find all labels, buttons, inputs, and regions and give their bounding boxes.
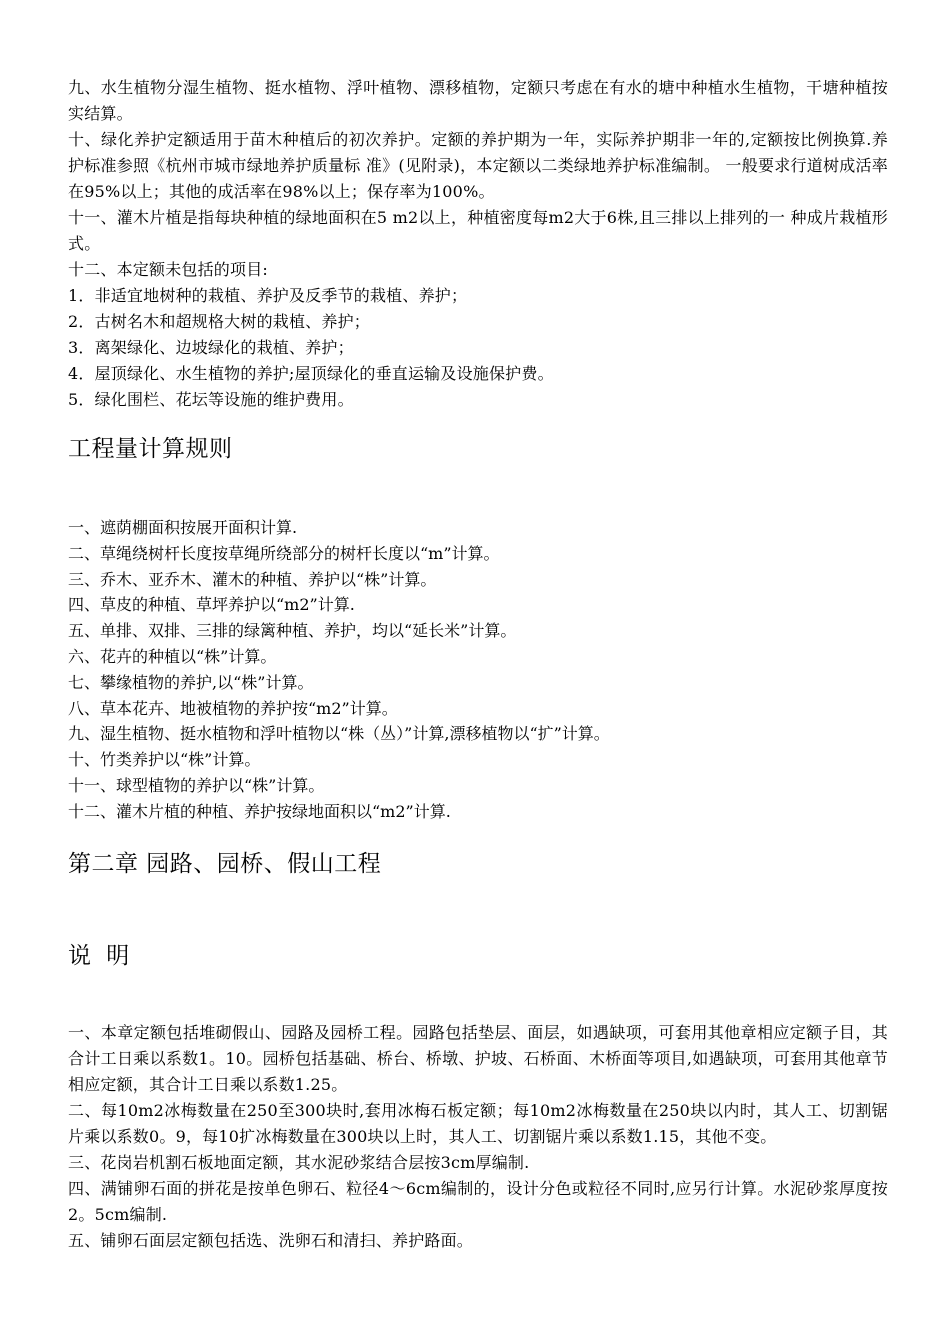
rule-item: 七、攀缘植物的养护,以“株”计算。 xyxy=(68,672,314,692)
chapter-note-3: 三、花岗岩机割石板地面定额，其水泥砂浆结合层按3cm厚编制. xyxy=(68,1153,530,1172)
quantity-rules-list xyxy=(68,515,888,825)
rule-item: 八、草本花卉、地被植物的养护按“m2”计算。 xyxy=(68,698,398,718)
note-10: 十、绿化养护定额适用于苗木种植后的初次养护。定额的养护期为一年，实际养护期非一年的,定额按比例换算.养护标准参照《杭州市城市绿地养护质量标 准》(见附录)，本定额以二类绿地养护标准编制。 一般要求行道树成活率在95%以上；其他的成活率在98%以上；保存率为100%。 xyxy=(68,130,888,201)
chapter-note-5: 五、铺卵石面层定额包括选、洗卵石和清扫、养护路面。 xyxy=(68,1231,474,1250)
chapter-heading: 第二章 园路、园桥、假山工程 xyxy=(68,851,382,877)
chapter-note-4: 四、满铺卵石面的拼花是按单色卵石、粒径4～6cm编制的，设计分色或粒径不同时,应另行计算。水泥砂浆厚度按2。5cm编制. xyxy=(68,1179,888,1224)
rule-item: 四、草皮的种植、草坪养护以“m2”计算. xyxy=(68,595,355,615)
rule-item: 六、花卉的种植以“株”计算。 xyxy=(68,646,277,666)
note-12-heading: 十二、本定额未包括的项目: xyxy=(68,260,268,279)
chapter-note-2: 二、每10m2冰梅数量在250至300块时,套用冰梅石板定额；每10m2冰梅数量在250块以内时，其人工、切割锯片乘以系数0。9，每10扩冰梅数量在300块以上时，其人工、切割锯片乘以系数1.15，其他不变。 xyxy=(68,1101,888,1146)
section-heading-notes: 说 明 xyxy=(68,943,134,969)
note-12-item: 1．非适宜地树种的栽植、养护及反季节的栽植、养护； xyxy=(68,286,468,305)
rule-item: 五、单排、双排、三排的绿篱种植、养护，均以“延长米”计算。 xyxy=(68,621,517,641)
note-12-item: 4．屋顶绿化、水生植物的养护;屋顶绿化的垂直运输及设施保护费。 xyxy=(68,364,554,383)
chapter-note-1: 一、本章定额包括堆砌假山、园路及园桥工程。园路包括垫层、面层，如遇缺项，可套用其他章相应定额子目，其合计工日乘以系数1。10。园桥包括基础、桥台、桥墩、护坡、石桥面、木桥面等项目,如遇缺项，可套用其他章节相应定额，其合计工日乘以系数1.25。 xyxy=(68,1023,888,1094)
rule-item: 二、草绳绕树杆长度按草绳所绕部分的树杆长度以“m”计算。 xyxy=(68,543,500,563)
rule-item: 九、湿生植物、挺水植物和浮叶植物以“株（丛）”计算,漂移植物以“扩”计算。 xyxy=(68,724,610,744)
note-12-item: 5．绿化围栏、花坛等设施的维护费用。 xyxy=(68,390,354,409)
note-11: 十一、灌木片植是指每块种植的绿地面积在5 m2以上，种植密度每m2大于6株,且三排以上排列的一 种成片栽植形式。 xyxy=(68,208,888,253)
rule-item: 十、竹类养护以“株”计算。 xyxy=(68,750,261,770)
note-12-item: 2．古树名木和超规格大树的栽植、养护； xyxy=(68,312,370,331)
section-heading-quantity-rules: 工程量计算规则 xyxy=(68,436,233,462)
rule-item: 十一、球型植物的养护以“株”计算。 xyxy=(68,775,325,795)
notes-section-1 xyxy=(68,75,888,413)
note-9: 九、水生植物分湿生植物、挺水植物、浮叶植物、漂移植物，定额只考虑在有水的塘中种植水生植物，干塘种植按实结算。 xyxy=(68,78,888,123)
rule-item: 十二、灌木片植的种植、养护按绿地面积以“m2”计算. xyxy=(68,801,451,821)
notes-section-2 xyxy=(68,1020,888,1254)
rule-item: 一、遮荫棚面积按展开面积计算. xyxy=(68,518,298,537)
note-12-item: 3．离架绿化、边坡绿化的栽植、养护； xyxy=(68,338,354,357)
rule-item: 三、乔木、亚乔木、灌木的种植、养护以“株”计算。 xyxy=(68,569,437,589)
